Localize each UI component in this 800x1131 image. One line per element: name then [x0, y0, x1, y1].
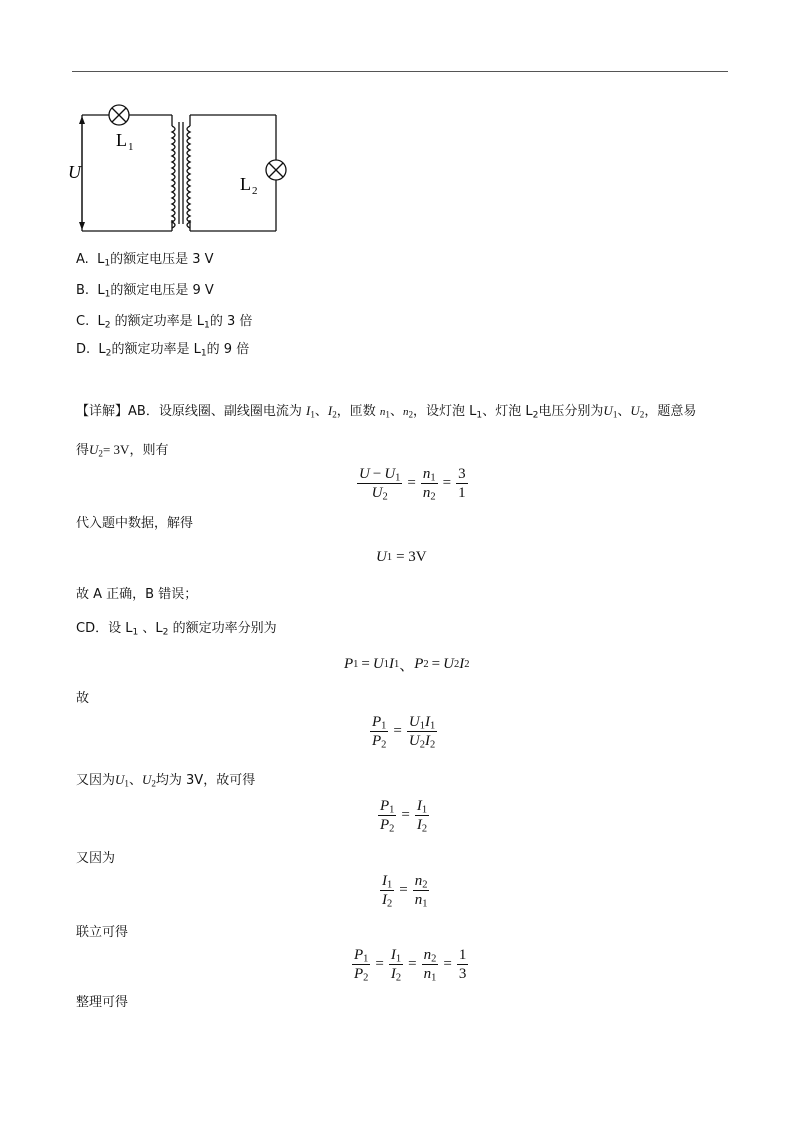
label-l1: L [116, 130, 127, 150]
option-d: D. $L_2$的额定功率是 $L_1$的 9 倍 [76, 342, 250, 359]
option-c: C. $L_2$ 的额定功率是 $L_1$的 3 倍 [76, 314, 253, 331]
transformer-circuit-diagram [68, 98, 302, 248]
equation-current-turns: $\frac{I_1}{I_2}$ = $\frac{n_2}{n_1}$ [382, 873, 428, 910]
solution-line-7: 又因为$U_1$、$U_2$均为 3V，故可得 [76, 772, 256, 789]
lamp-l1-icon [109, 105, 129, 125]
solution-line-6: 故 [76, 691, 90, 706]
solution-line-1: 【详解】AB．设原线圈、副线圈电流为 $I_1$、$I_2$，匝数 $n_1$、$n_2$，设灯泡 $L_1$、灯泡 $L_2$电压分别为$U_1$、$U_2$，题意易 [76, 403, 697, 421]
label-l2: L [240, 174, 251, 194]
option-a: A. $L_1$的额定电压是 3 V [76, 252, 214, 269]
equation-u1: U 1 = 3V [376, 549, 427, 565]
equation-ratio-voltage: $\frac{U - U_1}{U_2}$ = $\frac{n_1}{n_2}$ = $\frac{3}{1}$ [359, 466, 466, 503]
solution-line-10: 整理可得 [76, 995, 129, 1010]
solution-line-3: 代入题中数据，解得 [76, 516, 194, 531]
solution-line-4: 故 A 正确，B 错误； [76, 587, 198, 602]
top-rule [72, 71, 728, 72]
solution-line-5: CD．设 $L_1$ 、$L_2$ 的额定功率分别为 [76, 621, 277, 638]
solution-line-8: 又因为 [76, 851, 116, 866]
equation-power-current: $\frac{P_1}{P_2}$ = $\frac{I_1}{I_2}$ [380, 798, 428, 835]
option-b: B. $L_1$的额定电压是 9 V [76, 283, 214, 300]
equation-power-ratio: $\frac{P_1}{P_2}$ = $\frac{U_1I_1}{U_2I_2}$ [372, 714, 436, 751]
label-u: U [68, 162, 81, 182]
label-l1-sub: 1 [128, 141, 134, 153]
equation-power-def: P 1 = U 1 I 1 、 P 2 = U 2 I 2 [344, 656, 470, 674]
label-l2-sub: 2 [252, 185, 258, 197]
solution-line-2: 得$U_2= 3V$，则有 [76, 442, 169, 459]
lamp-l2-icon [266, 160, 286, 180]
solution-line-9: 联立可得 [76, 925, 129, 940]
equation-combined: $\frac{P_1}{P_2}$ = $\frac{I_1}{I_2}$ = $\frac{n_2}{n_1}$ = $\frac{1}{3}$ [354, 947, 467, 984]
